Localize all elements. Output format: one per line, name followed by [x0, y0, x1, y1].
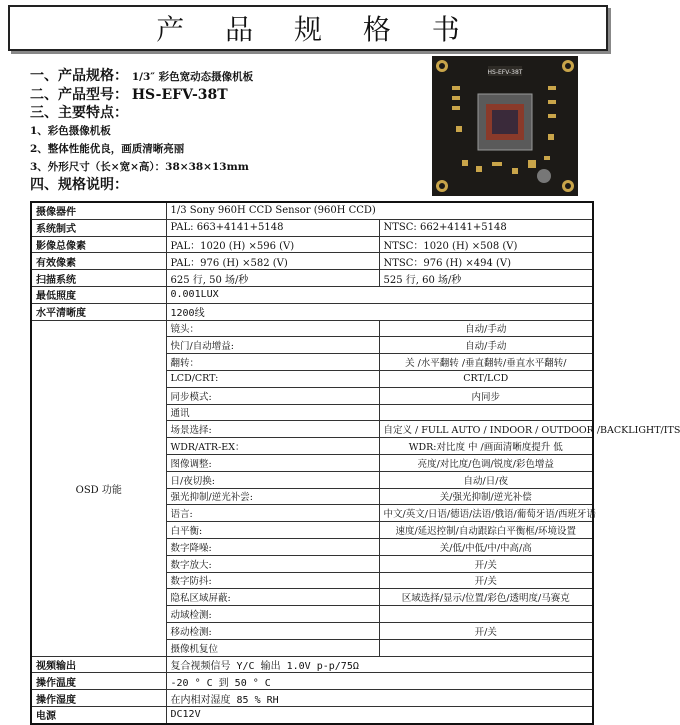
ntsc-value: NTSC：1020 (H) ×508 (V): [379, 236, 593, 253]
spec-heading: 一、产品规格：: [30, 68, 128, 84]
osd-item-value: [379, 404, 593, 421]
row-value: 复合视频信号 Y/C 输出 1.0V p-p/75Ω: [166, 656, 593, 673]
board-label: HS-EFV-38T: [487, 69, 523, 76]
table-row: [31, 253, 593, 270]
pal-value: PAL：1020 (H) ×596 (V): [166, 236, 379, 253]
spec-table: [30, 201, 680, 725]
features-heading: 三、主要特点：: [30, 105, 128, 121]
osd-item-value: 速度/延迟控制/自动跟踪白平衡框/环境设置: [379, 522, 593, 539]
osd-item-value: [379, 606, 593, 623]
osd-item-name: 数字防抖:: [166, 572, 379, 589]
pal-value: 625 行, 50 场/秒: [166, 270, 379, 287]
osd-item-value: 自动/日/夜: [379, 471, 593, 488]
table-row: [31, 706, 593, 723]
osd-item-name: 快门/自动增益:: [166, 337, 379, 354]
osd-item-value: [379, 639, 593, 656]
row-label: 系统制式: [31, 219, 166, 236]
page-title: 产 品 规 格 书: [156, 13, 476, 46]
table-row: [31, 270, 593, 287]
ntsc-value: NTSC: 662+4141+5148: [379, 219, 593, 236]
row-label: 影像总像素: [31, 236, 166, 253]
osd-item-value: 自定义 / FULL AUTO / INDOOR / OUTDOOR /BACKLIGHT/ITS: [379, 421, 593, 438]
osd-item-value: 开/关: [379, 622, 593, 639]
table-row: [31, 219, 593, 236]
osd-item-name: 语言:: [166, 505, 379, 522]
row-label: 视频输出: [31, 656, 166, 673]
osd-item-name: 白平衡:: [166, 522, 379, 539]
osd-item-value: 关 /水平翻转 /垂直翻转/垂直水平翻转/: [379, 354, 593, 371]
osd-item-value: WDR:对比度 中 /画面清晰度提升 低: [379, 438, 593, 455]
osd-item-name: 摄像机复位: [166, 639, 379, 656]
row-label: 电源: [31, 706, 166, 723]
table-row: [31, 690, 593, 707]
osd-item-value: 开/关: [379, 572, 593, 589]
row-value: -20 ° C 到 50 ° C: [166, 673, 593, 690]
ntsc-value: NTSC：976 (H) ×494 (V): [379, 253, 593, 270]
row-value: DC12V: [166, 706, 593, 723]
osd-label: OSD 功能: [31, 320, 166, 656]
model-value: HS-EFV-38T: [131, 87, 228, 103]
row-label: 最低照度: [31, 286, 166, 303]
osd-item-name: WDR/ATR-EX：: [166, 438, 379, 455]
osd-item-name: 同步模式:: [166, 387, 379, 404]
osd-item-name: 翻转：: [166, 354, 379, 371]
row-label: 操作湿度: [31, 690, 166, 707]
osd-item-name: 镜头：: [166, 320, 379, 337]
table-row: [31, 236, 593, 253]
osd-item-name: 数字降噪:: [166, 538, 379, 555]
osd-item-value: CRT/LCD: [379, 370, 593, 387]
row-label: 水平清晰度: [31, 303, 166, 320]
osd-item-name: 场景选择:: [166, 421, 379, 438]
feature-item: 1、彩色摄像机板: [30, 125, 111, 137]
camera-board-photo: [432, 56, 578, 196]
row-label: 摄像器件: [31, 202, 166, 219]
intro-section: [30, 67, 420, 194]
dimension-label: 3、外形尺寸（长×宽×高）：: [30, 161, 166, 173]
spec-line: [30, 67, 420, 86]
feature-item: 2、整体性能优良，画质清晰亮丽: [30, 143, 185, 155]
pal-value: PAL: 663+4141+5148: [166, 219, 379, 236]
osd-item-value: 关/强光抑制/逆光补偿: [379, 488, 593, 505]
osd-item-value: 区域选择/显示/位置/彩色/透明度/马赛克: [379, 589, 593, 606]
osd-item-name: 数字放大:: [166, 555, 379, 572]
osd-item-value: 内同步: [379, 387, 593, 404]
osd-item-value: 自动/手动: [379, 320, 593, 337]
row-value: 1/3 Sony 960H CCD Sensor (960H CCD): [166, 202, 593, 219]
osd-item-value: 自动/手动: [379, 337, 593, 354]
table-row: [31, 202, 593, 219]
osd-item-value: 中文/英文/日语/德语/法语/俄语/葡萄牙语/西班牙语: [379, 505, 593, 522]
dimension-value: 38×38×13mm: [165, 161, 249, 173]
osd-item-name: LCD/CRT:: [166, 370, 379, 387]
osd-item-name: 图像调整:: [166, 454, 379, 471]
osd-item-name: 日/夜切换:: [166, 471, 379, 488]
osd-section: [31, 320, 680, 656]
osd-item-value: 开/关: [379, 555, 593, 572]
table-row: [31, 286, 593, 303]
osd-item-name: 动域检测:: [166, 606, 379, 623]
row-label: 扫描系统: [31, 270, 166, 287]
ntsc-value: 525 行, 60 场/秒: [379, 270, 593, 287]
row-value: 1200线: [166, 303, 593, 320]
osd-item-name: 强光抑制/逆光补尝:: [166, 488, 379, 505]
osd-item-name: 移动检测:: [166, 622, 379, 639]
feature-item: [30, 158, 420, 176]
title-banner: [8, 5, 608, 51]
row-label: 有效像素: [31, 253, 166, 270]
spec-value: 1/3″ 彩色宽动态摄像机板: [131, 71, 254, 83]
table-row: [31, 656, 593, 673]
osd-item-value: 关/低/中低/中/中高/高: [379, 538, 593, 555]
model-line: [30, 86, 420, 104]
row-label: 操作温度: [31, 673, 166, 690]
osd-row: [31, 320, 593, 337]
osd-item-name: 通讯: [166, 404, 379, 421]
row-value: 在内相对湿度 85 % RH: [166, 690, 593, 707]
osd-item-value: 亮度/对比度/色调/锐度/彩色增益: [379, 454, 593, 471]
pal-value: PAL：976 (H) ×582 (V): [166, 253, 379, 270]
specs-heading: 四、规格说明：: [30, 177, 128, 193]
table-row: [31, 673, 593, 690]
row-value: 0.001LUX: [166, 286, 593, 303]
osd-item-name: 隐私区域屏蔽:: [166, 589, 379, 606]
table-row: [31, 303, 593, 320]
model-heading: 二、产品型号：: [30, 87, 128, 103]
